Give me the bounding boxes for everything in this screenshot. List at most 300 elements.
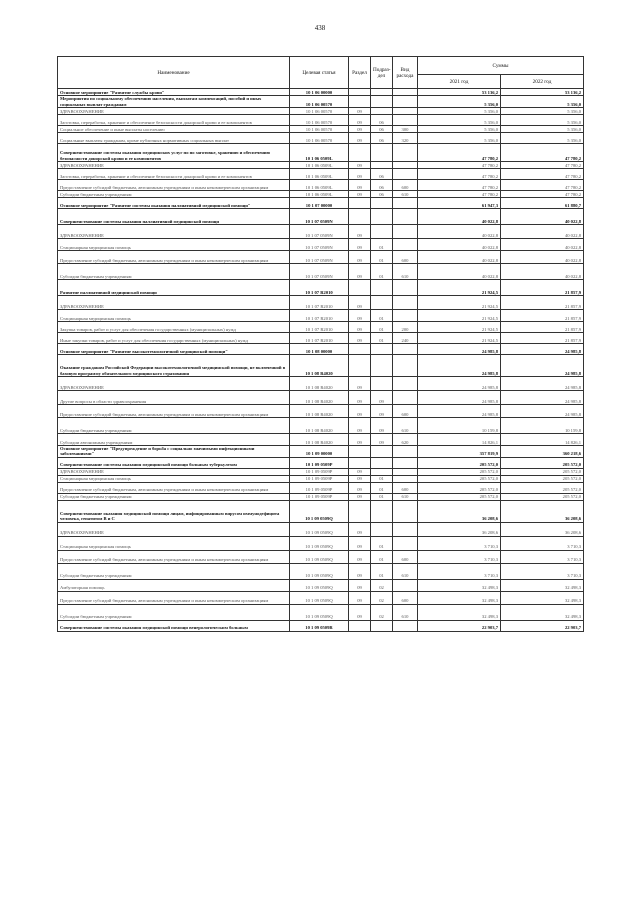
cell-name: Основное мероприятие "Развитие службы крови"	[58, 89, 290, 96]
cell-expense-type	[393, 162, 418, 169]
cell-sum-2022: 10 159,8	[501, 418, 584, 434]
cell-sum-2022: 32 498,3	[501, 591, 584, 604]
cell-target-code: 10 1 06 00000	[290, 89, 349, 96]
cell-sum-2022: 40 022,8	[501, 209, 584, 225]
cell-target-code: 10 1 08 00000	[290, 344, 349, 355]
cell-sum-2021: 205 572,0	[418, 475, 501, 482]
cell-expense-type	[393, 468, 418, 475]
cell-name: ЗДРАВООХРАНЕНИЕ	[58, 522, 290, 536]
cell-subsection: 06	[371, 169, 393, 180]
cell-subsection: 01	[371, 550, 393, 563]
cell-subsection: 09	[371, 405, 393, 418]
cell-section	[349, 344, 371, 355]
cell-target-code: 10 1 07 R2010	[290, 296, 349, 310]
cell-sum-2022: 53 136,2	[501, 89, 584, 96]
cell-section	[349, 620, 371, 631]
table-row	[58, 280, 584, 296]
cell-target-code: 10 1 08 R4020	[290, 434, 349, 446]
cell-name: Совершенствование системы оказания медицинской помощи больным туберкулезом	[58, 457, 290, 468]
cell-subsection: 06	[371, 115, 393, 126]
table-row	[58, 198, 584, 209]
cell-expense-type	[393, 475, 418, 482]
cell-expense-type	[393, 89, 418, 96]
table-row	[58, 162, 584, 169]
table-row	[58, 355, 584, 377]
cell-name: Основное мероприятие "Развитие высокотехнологичной медицинской помощи"	[58, 344, 290, 355]
cell-name: Заготовка, переработка, хранение и обеспечение безопасности донорской крови и ее компонентов	[58, 115, 290, 126]
cell-target-code: 10 1 09 0509Q	[290, 522, 349, 536]
cell-sum-2022: 32 498,3	[501, 604, 584, 620]
cell-target-code: 10 1 06 00570	[290, 115, 349, 126]
cell-expense-type	[393, 96, 418, 108]
cell-subsection: 01	[371, 310, 393, 322]
cell-expense-type: 610	[393, 264, 418, 280]
cell-section: 09	[349, 522, 371, 536]
cell-sum-2021: 21 924,5	[418, 310, 501, 322]
table-row	[58, 126, 584, 133]
header-sums: Суммы	[418, 57, 584, 75]
cell-sum-2022: 205 572,0	[501, 468, 584, 475]
cell-target-code: 10 1 08 R4020	[290, 418, 349, 434]
cell-subsection: 01	[371, 322, 393, 333]
cell-sum-2021: 10 159,8	[418, 418, 501, 434]
table-row	[58, 500, 584, 522]
cell-expense-type: 600	[393, 550, 418, 563]
table-row	[58, 536, 584, 550]
cell-expense-type: 610	[393, 604, 418, 620]
cell-sum-2022: 22 903,7	[501, 620, 584, 631]
cell-name: Стационарная медицинская помощь	[58, 239, 290, 251]
cell-sum-2022: 5 356,0	[501, 133, 584, 144]
cell-subsection	[371, 198, 393, 209]
table-row	[58, 191, 584, 198]
cell-name: Стационарная медицинская помощь	[58, 536, 290, 550]
cell-section	[349, 89, 371, 96]
cell-target-code: 10 1 07 R2010	[290, 322, 349, 333]
cell-sum-2022: 5 356,0	[501, 115, 584, 126]
table-row	[58, 209, 584, 225]
cell-target-code: 10 1 09 0509P	[290, 482, 349, 493]
cell-name: Основное мероприятие "Развитие системы оказания паллиативной медицинской помощи"	[58, 198, 290, 209]
cell-target-code: 10 1 09 0509P	[290, 468, 349, 475]
cell-target-code: 10 1 07 R2010	[290, 280, 349, 296]
cell-sum-2021: 21 924,5	[418, 296, 501, 310]
cell-name: Предоставление субсидий бюджетным, автономным учреждениям и иным некоммерческим организациям	[58, 550, 290, 563]
cell-target-code: 10 1 09 0509Q	[290, 591, 349, 604]
cell-sum-2021: 40 022,8	[418, 225, 501, 239]
cell-sum-2021: 24 985,8	[418, 344, 501, 355]
cell-target-code: 10 1 06 0509L	[290, 169, 349, 180]
budget-table	[57, 56, 584, 632]
table-row	[58, 434, 584, 446]
cell-subsection	[371, 225, 393, 239]
cell-sum-2021: 47 780,2	[418, 162, 501, 169]
table-row	[58, 169, 584, 180]
cell-subsection	[371, 108, 393, 115]
cell-sum-2021: 24 985,8	[418, 391, 501, 405]
cell-section: 09	[349, 536, 371, 550]
cell-target-code: 10 1 09 0509Q	[290, 500, 349, 522]
cell-expense-type: 600	[393, 180, 418, 191]
cell-sum-2022: 40 022,8	[501, 239, 584, 251]
cell-sum-2022: 3 710,3	[501, 563, 584, 579]
table-row	[58, 180, 584, 191]
cell-sum-2021: 205 572,0	[418, 482, 501, 493]
table-row	[58, 620, 584, 631]
cell-expense-type	[393, 620, 418, 631]
table-row	[58, 377, 584, 391]
cell-subsection	[371, 500, 393, 522]
cell-expense-type: 600	[393, 482, 418, 493]
cell-expense-type: 610	[393, 563, 418, 579]
cell-target-code: 10 1 07 0509N	[290, 251, 349, 264]
cell-subsection: 01	[371, 493, 393, 500]
cell-section	[349, 144, 371, 162]
cell-subsection	[371, 162, 393, 169]
cell-expense-type	[393, 457, 418, 468]
cell-sum-2022: 205 572,0	[501, 482, 584, 493]
cell-name: Оказание гражданам Российской Федерации высокотехнологичной медицинской помощи, не включенной в базовую программу обязательного медицинского страхования	[58, 355, 290, 377]
cell-target-code: 10 1 07 0509N	[290, 209, 349, 225]
cell-subsection	[371, 96, 393, 108]
table-row	[58, 133, 584, 144]
cell-sum-2022: 47 780,2	[501, 169, 584, 180]
cell-expense-type: 620	[393, 434, 418, 446]
table-row	[58, 391, 584, 405]
table-row	[58, 550, 584, 563]
cell-section: 09	[349, 604, 371, 620]
cell-section: 09	[349, 126, 371, 133]
cell-expense-type	[393, 209, 418, 225]
table-row	[58, 457, 584, 468]
cell-expense-type: 600	[393, 405, 418, 418]
cell-target-code: 10 1 06 0509L	[290, 144, 349, 162]
cell-expense-type: 610	[393, 418, 418, 434]
table-row	[58, 344, 584, 355]
cell-subsection	[371, 522, 393, 536]
cell-sum-2021: 5 356,0	[418, 133, 501, 144]
table-row	[58, 310, 584, 322]
cell-name: Совершенствование оказания медицинской помощи лицам, инфицированным вирусом иммунодефицита человека, гепатитом В и С	[58, 500, 290, 522]
table-row	[58, 322, 584, 333]
cell-target-code: 10 1 06 00570	[290, 108, 349, 115]
cell-sum-2022: 5 356,0	[501, 108, 584, 115]
cell-sum-2021: 357 819,9	[418, 446, 501, 458]
table-row	[58, 225, 584, 239]
cell-expense-type	[393, 500, 418, 522]
cell-sum-2022: 205 572,0	[501, 493, 584, 500]
cell-target-code: 10 1 09 0509P	[290, 493, 349, 500]
cell-section: 09	[349, 251, 371, 264]
table-row	[58, 115, 584, 126]
cell-expense-type	[393, 391, 418, 405]
cell-sum-2022: 36 208,6	[501, 522, 584, 536]
cell-section: 09	[349, 322, 371, 333]
header-expense-type: Вид расхода	[393, 57, 418, 89]
cell-subsection: 01	[371, 251, 393, 264]
cell-sum-2022: 24 985,8	[501, 391, 584, 405]
cell-sum-2021: 3 710,3	[418, 536, 501, 550]
cell-section: 09	[349, 239, 371, 251]
cell-target-code: 10 1 09 0509Q	[290, 536, 349, 550]
cell-section: 09	[349, 191, 371, 198]
cell-expense-type: 320	[393, 133, 418, 144]
cell-expense-type	[393, 344, 418, 355]
cell-target-code: 10 1 09 0509Q	[290, 604, 349, 620]
cell-target-code: 10 1 06 00570	[290, 126, 349, 133]
cell-section: 09	[349, 493, 371, 500]
cell-section: 09	[349, 468, 371, 475]
cell-sum-2022: 5 356,0	[501, 96, 584, 108]
cell-expense-type	[393, 579, 418, 591]
cell-section: 09	[349, 180, 371, 191]
cell-sum-2021: 40 022,8	[418, 251, 501, 264]
cell-name: Субсидии бюджетным учреждениям	[58, 264, 290, 280]
cell-expense-type: 610	[393, 493, 418, 500]
cell-section: 09	[349, 108, 371, 115]
cell-subsection: 09	[371, 391, 393, 405]
table-row	[58, 144, 584, 162]
cell-name: Развитие паллиативной медицинской помощи	[58, 280, 290, 296]
cell-name: Предоставление субсидий бюджетным, автономным учреждениям и иным некоммерческим организациям	[58, 251, 290, 264]
cell-subsection: 02	[371, 591, 393, 604]
cell-sum-2021: 22 903,7	[418, 620, 501, 631]
cell-subsection: 02	[371, 604, 393, 620]
cell-expense-type	[393, 446, 418, 458]
cell-subsection	[371, 446, 393, 458]
cell-name: ЗДРАВООХРАНЕНИЕ	[58, 108, 290, 115]
cell-subsection	[371, 209, 393, 225]
table-row	[58, 563, 584, 579]
cell-target-code: 10 1 09 00000	[290, 446, 349, 458]
cell-expense-type	[393, 169, 418, 180]
cell-expense-type	[393, 536, 418, 550]
cell-sum-2022: 47 780,2	[501, 162, 584, 169]
cell-expense-type	[393, 144, 418, 162]
cell-target-code: 10 1 09 0509Q	[290, 579, 349, 591]
cell-sum-2021: 205 572,0	[418, 493, 501, 500]
cell-section: 09	[349, 579, 371, 591]
cell-sum-2022: 47 780,2	[501, 144, 584, 162]
cell-sum-2021: 5 356,0	[418, 96, 501, 108]
cell-section: 09	[349, 264, 371, 280]
cell-sum-2021: 61 947,3	[418, 198, 501, 209]
cell-sum-2022: 40 022,8	[501, 264, 584, 280]
cell-sum-2022: 47 780,2	[501, 180, 584, 191]
table-row	[58, 239, 584, 251]
cell-expense-type: 600	[393, 251, 418, 264]
cell-name: Основное мероприятие "Предупреждение и борьба с социально значимыми инфекционными заболеваниями"	[58, 446, 290, 458]
cell-sum-2022: 61 880,7	[501, 198, 584, 209]
cell-section: 09	[349, 434, 371, 446]
cell-sum-2021: 53 136,2	[418, 89, 501, 96]
cell-section: 09	[349, 418, 371, 434]
cell-name: ЗДРАВООХРАНЕНИЕ	[58, 162, 290, 169]
table-row	[58, 591, 584, 604]
cell-sum-2021: 3 710,3	[418, 550, 501, 563]
table-row	[58, 482, 584, 493]
cell-sum-2022: 47 780,2	[501, 191, 584, 198]
cell-target-code: 10 1 07 0509N	[290, 239, 349, 251]
cell-target-code: 10 1 07 00000	[290, 198, 349, 209]
cell-expense-type	[393, 198, 418, 209]
cell-section: 09	[349, 563, 371, 579]
cell-target-code: 10 1 07 R2010	[290, 333, 349, 344]
header-subsection: Подраз- дел	[371, 57, 393, 89]
cell-sum-2021: 47 780,2	[418, 191, 501, 198]
cell-subsection: 09	[371, 418, 393, 434]
cell-subsection	[371, 144, 393, 162]
cell-name: Предоставление субсидий бюджетным, автономным учреждениям и иным некоммерческим организациям	[58, 482, 290, 493]
cell-sum-2022: 5 356,0	[501, 126, 584, 133]
cell-name: Социальное обеспечение и иные выплаты населению	[58, 126, 290, 133]
table-row	[58, 89, 584, 96]
cell-name: Амбулаторная помощь	[58, 579, 290, 591]
cell-sum-2022: 360 218,6	[501, 446, 584, 458]
cell-section: 09	[349, 225, 371, 239]
cell-name: Субсидии бюджетным учреждениям	[58, 493, 290, 500]
cell-expense-type	[393, 108, 418, 115]
cell-expense-type	[393, 280, 418, 296]
cell-section	[349, 355, 371, 377]
cell-section: 09	[349, 133, 371, 144]
cell-subsection: 01	[371, 333, 393, 344]
header-year2: 2022 год	[501, 75, 584, 89]
cell-expense-type: 300	[393, 126, 418, 133]
cell-sum-2021: 40 022,8	[418, 264, 501, 280]
cell-sum-2022: 24 985,8	[501, 377, 584, 391]
cell-section	[349, 446, 371, 458]
header-year1: 2021 год	[418, 75, 501, 89]
cell-subsection	[371, 457, 393, 468]
cell-section	[349, 280, 371, 296]
cell-subsection: 06	[371, 133, 393, 144]
cell-subsection: 01	[371, 475, 393, 482]
cell-target-code: 10 1 08 R4020	[290, 405, 349, 418]
cell-sum-2021: 32 498,3	[418, 604, 501, 620]
cell-sum-2022: 40 022,8	[501, 251, 584, 264]
table-row	[58, 251, 584, 264]
cell-expense-type	[393, 296, 418, 310]
table-row	[58, 405, 584, 418]
cell-subsection	[371, 355, 393, 377]
cell-expense-type: 610	[393, 191, 418, 198]
cell-subsection: 02	[371, 579, 393, 591]
table-row	[58, 333, 584, 344]
cell-sum-2022: 24 985,8	[501, 355, 584, 377]
cell-sum-2022: 21 857,9	[501, 333, 584, 344]
page-number: 438	[314, 24, 326, 32]
table-row	[58, 446, 584, 458]
cell-subsection: 06	[371, 126, 393, 133]
cell-expense-type: 200	[393, 322, 418, 333]
cell-sum-2021: 40 022,8	[418, 209, 501, 225]
cell-sum-2021: 40 022,8	[418, 239, 501, 251]
cell-sum-2021: 32 498,3	[418, 591, 501, 604]
cell-subsection: 06	[371, 180, 393, 191]
cell-sum-2022: 24 985,8	[501, 405, 584, 418]
cell-target-code: 10 1 08 R4020	[290, 391, 349, 405]
cell-sum-2022: 3 710,3	[501, 536, 584, 550]
cell-sum-2022: 3 710,3	[501, 550, 584, 563]
cell-target-code: 10 1 07 R2010	[290, 310, 349, 322]
header-name: Наименование	[58, 57, 290, 89]
cell-name: Субсидии автономным учреждениям	[58, 434, 290, 446]
cell-section: 09	[349, 405, 371, 418]
cell-name: Другие вопросы в области здравоохранения	[58, 391, 290, 405]
cell-subsection: 01	[371, 563, 393, 579]
cell-subsection	[371, 280, 393, 296]
table-row	[58, 493, 584, 500]
cell-subsection	[371, 620, 393, 631]
cell-section: 09	[349, 475, 371, 482]
cell-name: Мероприятия по социальному обеспечению населения, выплатам компенсаций, пособий и иных социальных выплат гражданам	[58, 96, 290, 108]
cell-name: Субсидии бюджетным учреждениям	[58, 563, 290, 579]
cell-target-code: 10 1 06 00570	[290, 96, 349, 108]
cell-sum-2021: 32 498,3	[418, 579, 501, 591]
cell-sum-2022: 21 857,9	[501, 296, 584, 310]
cell-section: 09	[349, 310, 371, 322]
cell-subsection: 06	[371, 191, 393, 198]
cell-expense-type: 600	[393, 591, 418, 604]
cell-name: Субсидии бюджетным учреждениям	[58, 191, 290, 198]
cell-sum-2021: 14 826,1	[418, 434, 501, 446]
cell-target-code: 10 1 09 0509P	[290, 475, 349, 482]
cell-sum-2021: 47 780,2	[418, 180, 501, 191]
cell-sum-2022: 14 826,1	[501, 434, 584, 446]
cell-expense-type	[393, 115, 418, 126]
cell-subsection: 01	[371, 264, 393, 280]
cell-subsection: 01	[371, 482, 393, 493]
cell-sum-2021: 3 710,3	[418, 563, 501, 579]
cell-name: Совершенствование системы оказания медицинской помощи венерологическим больным	[58, 620, 290, 631]
cell-sum-2021: 24 985,8	[418, 355, 501, 377]
cell-sum-2022: 205 572,0	[501, 457, 584, 468]
cell-section: 09	[349, 377, 371, 391]
cell-expense-type	[393, 225, 418, 239]
cell-sum-2021: 5 356,0	[418, 115, 501, 126]
cell-sum-2021: 36 208,6	[418, 522, 501, 536]
cell-sum-2021: 47 780,2	[418, 169, 501, 180]
table-row	[58, 108, 584, 115]
cell-sum-2021: 21 924,5	[418, 333, 501, 344]
cell-target-code: 10 1 07 0509N	[290, 264, 349, 280]
cell-sum-2021: 205 572,0	[418, 468, 501, 475]
table-row	[58, 522, 584, 536]
cell-sum-2022: 40 022,8	[501, 225, 584, 239]
cell-sum-2021: 24 985,8	[418, 377, 501, 391]
cell-expense-type	[393, 355, 418, 377]
cell-sum-2021: 5 356,0	[418, 126, 501, 133]
cell-sum-2021: 5 356,0	[418, 108, 501, 115]
cell-subsection	[371, 89, 393, 96]
cell-sum-2022: 24 985,8	[501, 344, 584, 355]
cell-name: Предоставление субсидий бюджетным, автономным учреждениям и иным некоммерческим организациям	[58, 591, 290, 604]
table-row	[58, 264, 584, 280]
cell-section: 09	[349, 162, 371, 169]
cell-name: Стационарная медицинская помощь	[58, 475, 290, 482]
cell-target-code: 10 1 08 R4020	[290, 355, 349, 377]
cell-name: Социальные выплаты гражданам, кроме публичных нормативных социальных выплат	[58, 133, 290, 144]
cell-section: 09	[349, 482, 371, 493]
cell-subsection: 09	[371, 434, 393, 446]
cell-target-code: 10 1 09 0509Q	[290, 563, 349, 579]
cell-section: 09	[349, 591, 371, 604]
cell-name: Стационарная медицинская помощь	[58, 310, 290, 322]
cell-section	[349, 198, 371, 209]
cell-name: Субсидии бюджетным учреждениям	[58, 604, 290, 620]
cell-target-code: 10 1 06 00570	[290, 133, 349, 144]
